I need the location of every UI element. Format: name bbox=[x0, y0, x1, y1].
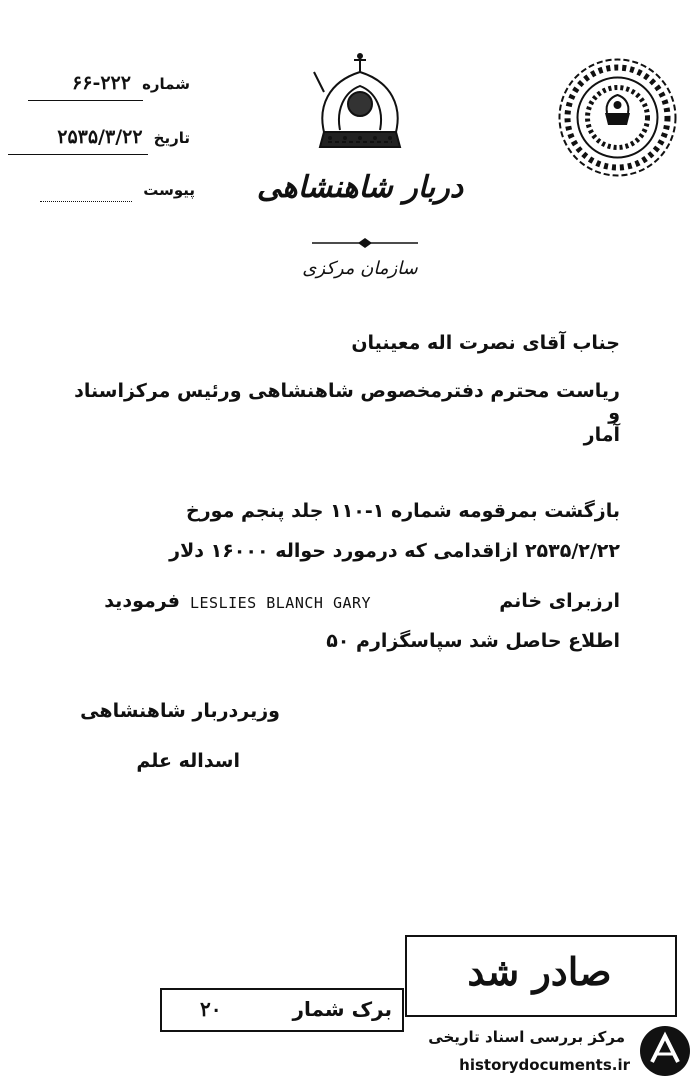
date-field bbox=[0, 126, 190, 156]
watermark-logo-icon bbox=[638, 1024, 692, 1078]
addressee-title-line-2: آمار bbox=[583, 424, 620, 446]
signatory-title: وزیردربار شاهنشاهی bbox=[80, 700, 280, 722]
issued-stamp-text: صادر شد bbox=[467, 949, 612, 994]
body-paragraph-line-3-end: فرمودید bbox=[104, 590, 180, 612]
attachment-field bbox=[40, 180, 195, 206]
number-underline bbox=[28, 100, 143, 101]
number-field bbox=[20, 72, 190, 102]
body-paragraph-line-4: اطلاع حاصل شد سپاسگزارم ۵۰ bbox=[326, 630, 620, 652]
body-paragraph-line-1: بازگشت بمرقومه شماره ۱-۱۱۰ جلد پنجم مورخ bbox=[186, 500, 620, 522]
body-paragraph-line-3: ارزبرای خانم bbox=[499, 590, 620, 612]
signatory-name: اسداله علم bbox=[136, 750, 240, 772]
reference-label: برک شمار bbox=[292, 997, 392, 1021]
royal-seal-icon bbox=[555, 55, 680, 180]
reference-value: ۲۰ bbox=[200, 997, 222, 1021]
crown-emblem bbox=[300, 52, 420, 162]
watermark-arabic: مرکز بررسی اسناد تاریخی bbox=[428, 1028, 625, 1046]
letterhead-subtitle: سازمان مرکزی bbox=[302, 258, 418, 279]
addressee-title-line: ریاست محترم دفترمخصوص شاهنشاهی ورئیس مرکزاسناد و bbox=[74, 380, 620, 424]
date-underline bbox=[8, 154, 148, 155]
date-label: تاریخ bbox=[153, 129, 190, 147]
body-paragraph-line-2: ۲۵۳۵/۲/۲۲ ازاقدامی که درمورد حواله ۱۶۰۰۰ دلار bbox=[169, 540, 620, 562]
attachment-label: پیوست bbox=[143, 181, 195, 199]
number-label: شماره bbox=[142, 75, 190, 93]
addressee-line: جناب آقای نصرت اله معینیان bbox=[351, 332, 620, 354]
attachment-underline bbox=[40, 201, 132, 202]
watermark-url: historydocuments.ir bbox=[459, 1056, 630, 1074]
watermark bbox=[400, 1022, 695, 1082]
letterhead-title: دربار شاهنشاهی bbox=[256, 170, 464, 205]
date-value: ۲۵۳۵/۳/۲۲ bbox=[57, 126, 143, 148]
reference-box bbox=[160, 988, 404, 1032]
number-value: ۲۲۲-۶۶ bbox=[72, 72, 131, 94]
beneficiary-name: LESLIES BLANCH GARY bbox=[190, 594, 372, 612]
ornament-divider bbox=[310, 234, 420, 246]
issued-stamp bbox=[405, 935, 677, 1017]
